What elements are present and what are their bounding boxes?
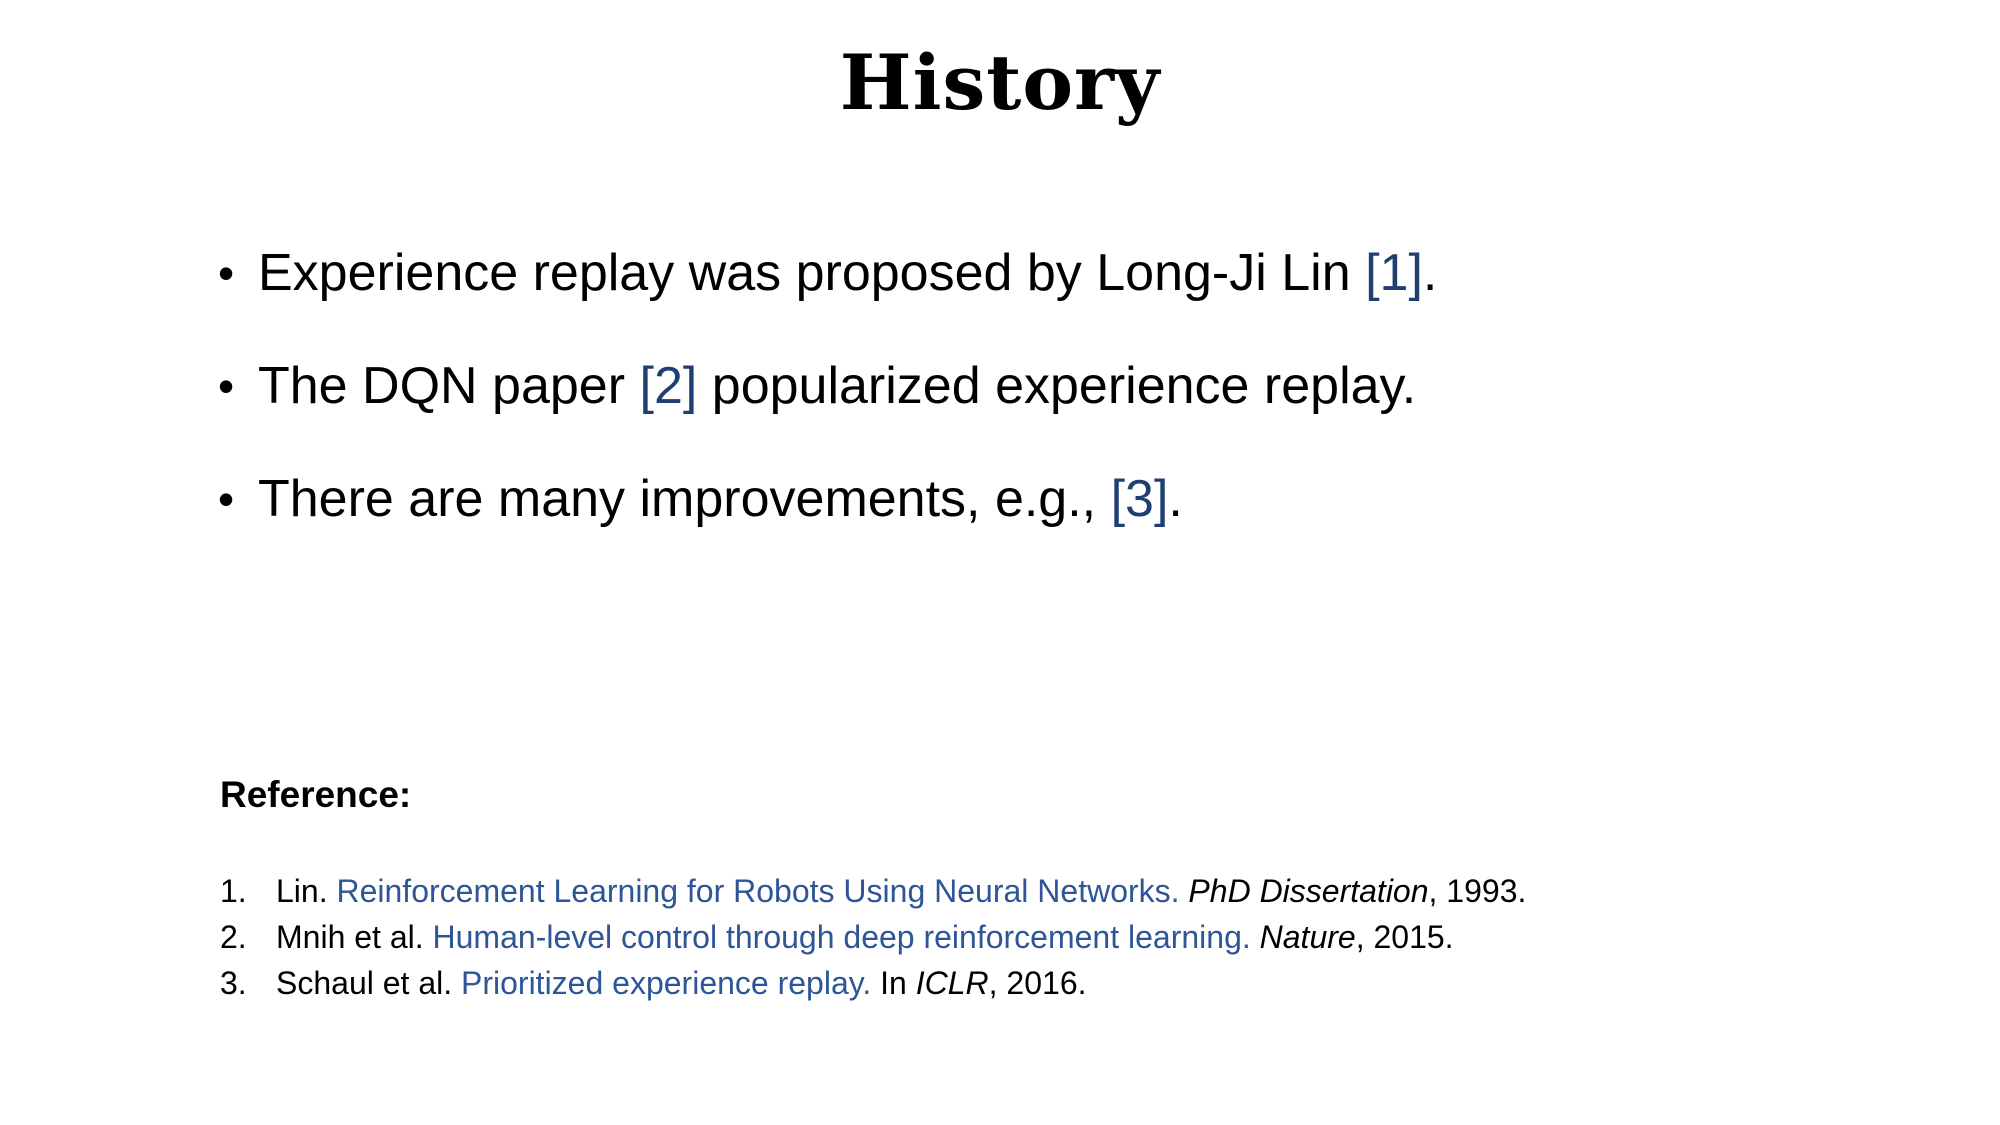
bullet-dot-icon: • [218,473,235,525]
reference-title-link[interactable]: Reinforcement Learning for Robots Using Neural Networks. [336,873,1180,909]
reference-item [220,960,1920,1006]
reference-authors: Schaul et al. [276,965,461,1001]
bullet-text: Experience replay was proposed by Long-Ji Lin [258,244,1366,302]
bullet-text: The DQN paper [258,357,640,415]
reference-number: 2. [220,919,247,955]
reference-venue: Nature [1259,919,1356,955]
slide-title: History [839,38,1161,127]
reference-year: , 2015. [1355,919,1454,955]
bullet-item [218,230,1818,343]
bullet-text: There are many improvements, e.g., [258,470,1111,528]
bullet-item [218,343,1818,456]
bullet-text: . [1422,244,1438,302]
citation-link[interactable]: [1] [1365,244,1423,302]
reference-item [220,914,1920,960]
citation-link[interactable]: [3] [1110,470,1169,528]
bullet-text: . [1168,470,1183,528]
reference-number: 3. [220,965,247,1001]
reference-venue: PhD Dissertation [1188,873,1429,909]
bullet-dot-icon: • [218,360,235,412]
reference-item [220,868,1920,914]
reference-venue: ICLR [915,965,989,1001]
bullet-text: popularized experience replay. [697,357,1417,415]
reference-year: , 2016. [988,965,1087,1001]
citation-link[interactable]: [2] [639,357,698,415]
reference-venue-prefix: In [871,965,916,1001]
reference-authors: Mnih et al. [276,919,433,955]
reference-title-link[interactable]: Prioritized experience replay. [461,965,872,1001]
reference-title-link[interactable]: Human-level control through deep reinforcement learning. [432,919,1251,955]
reference-list [220,868,1920,1006]
reference-heading: Reference: [220,774,412,815]
bullet-item [218,456,1818,569]
reference-year: , 1993. [1428,873,1527,909]
reference-venue-prefix [1251,919,1260,955]
reference-authors: Lin. [276,873,337,909]
bullet-list [218,230,1818,569]
bullet-dot-icon: • [218,247,235,299]
reference-number: 1. [220,873,247,909]
